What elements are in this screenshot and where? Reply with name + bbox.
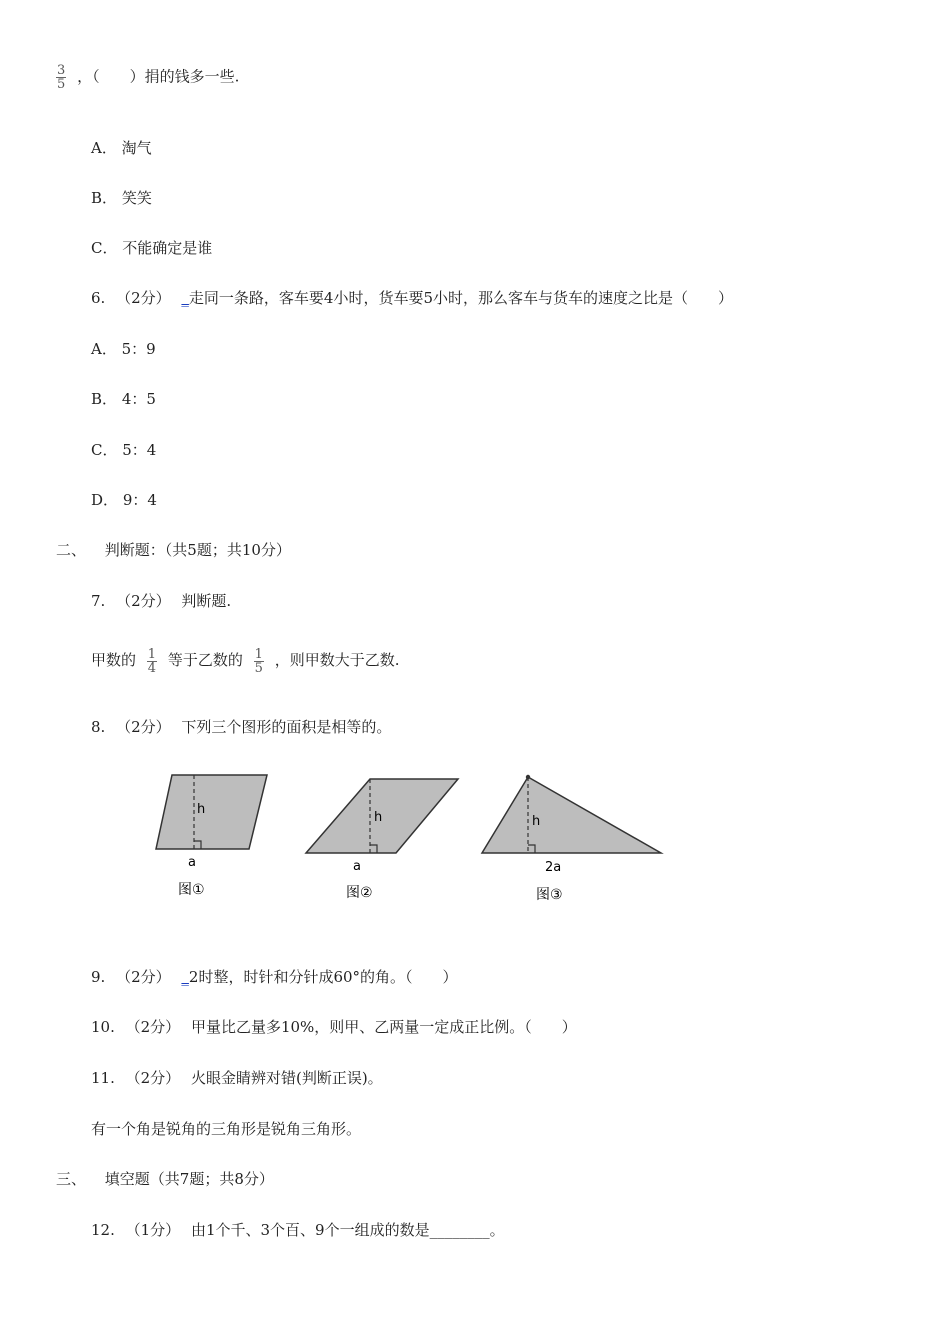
option-text: 9：4 bbox=[122, 491, 157, 509]
question-score: （1分） bbox=[125, 1221, 181, 1239]
option-label: C． bbox=[91, 441, 118, 459]
fraction-numerator: 1 bbox=[254, 646, 263, 662]
q7-body-part1: 甲数的 bbox=[91, 651, 137, 669]
figure-2-height-label: h bbox=[374, 810, 383, 825]
question-number: 12. bbox=[91, 1221, 115, 1239]
figure-1-base-label: a bbox=[188, 855, 196, 870]
option-text: 笑笑 bbox=[121, 189, 152, 207]
q5-text: ，（ ）捐的钱多一些. bbox=[77, 67, 240, 86]
q8-figures bbox=[140, 765, 680, 910]
option-label: B． bbox=[91, 189, 118, 207]
question-number: 8. bbox=[91, 718, 106, 736]
q8-stem bbox=[91, 717, 391, 737]
question-score: （2分） bbox=[116, 718, 171, 736]
section-title: 填空题（共7题；共8分） bbox=[104, 1170, 274, 1188]
option-text: 5：4 bbox=[122, 441, 157, 459]
option-text: 5：9 bbox=[121, 340, 156, 358]
q5-option-c[interactable] bbox=[91, 238, 212, 258]
figure-3-caption: 图③ bbox=[536, 887, 563, 903]
question-text: 甲量比乙量多10%，则甲、乙两量一定成正比例。（ ） bbox=[190, 1018, 577, 1036]
question-score: （2分） bbox=[116, 289, 171, 307]
question-number: 6. bbox=[91, 289, 106, 307]
q7-stem bbox=[91, 591, 231, 611]
q5-option-a[interactable] bbox=[91, 138, 152, 158]
q7-body bbox=[91, 642, 400, 678]
question-text: 火眼金睛辨对错(判断正误)。 bbox=[190, 1069, 383, 1087]
section-title: 判断题：（共5题；共10分） bbox=[104, 541, 291, 559]
section-2-heading bbox=[56, 540, 291, 560]
option-label: B． bbox=[91, 390, 118, 408]
question-score: （2分） bbox=[116, 592, 171, 610]
q7-fraction-2 bbox=[254, 648, 264, 675]
q5-stem bbox=[56, 64, 239, 91]
q6-option-d[interactable] bbox=[91, 490, 157, 510]
q11-stem bbox=[91, 1068, 383, 1088]
question-text: 由1个千、3个百、9个一组成的数是________。 bbox=[190, 1221, 505, 1239]
q7-fraction-1 bbox=[147, 648, 157, 675]
question-text: 下列三个图形的面积是相等的。 bbox=[181, 718, 392, 736]
question-score: （2分） bbox=[125, 1018, 181, 1036]
option-label: A． bbox=[91, 340, 117, 358]
figure-2-base-label: a bbox=[353, 859, 361, 874]
figure-3-height-label: h bbox=[532, 814, 541, 829]
question-text: 走同一条路，客车要4小时，货车要5小时，那么客车与货车的速度之比是（ ） bbox=[188, 289, 734, 307]
figure-1-parallelogram bbox=[156, 775, 267, 849]
q6-option-b[interactable] bbox=[91, 389, 156, 409]
q5-lead-fraction bbox=[56, 64, 66, 91]
q12-stem bbox=[91, 1220, 505, 1240]
q9-blank-link[interactable]: _ bbox=[181, 968, 189, 986]
q6-option-a[interactable] bbox=[91, 339, 156, 359]
question-number: 7. bbox=[91, 592, 106, 610]
q9-stem bbox=[91, 967, 458, 987]
figure-1-caption: 图① bbox=[178, 882, 205, 898]
q7-body-part2: 等于乙数的 bbox=[167, 651, 243, 669]
option-label: A． bbox=[91, 139, 117, 157]
question-text: 2时整，时针和分针成60°的角。（ ） bbox=[188, 968, 458, 986]
question-score: （2分） bbox=[125, 1069, 181, 1087]
q7-body-part3: ，则甲数大于乙数. bbox=[274, 651, 400, 669]
fraction-denominator: 4 bbox=[147, 660, 157, 676]
option-text: 4：5 bbox=[121, 390, 156, 408]
option-text: 不能确定是谁 bbox=[122, 239, 213, 257]
figure-1-height-label: h bbox=[197, 802, 206, 817]
fraction-denominator: 5 bbox=[254, 660, 263, 676]
option-text: 淘气 bbox=[121, 139, 152, 157]
q6-stem bbox=[91, 288, 733, 308]
question-text: 判断题. bbox=[181, 592, 232, 610]
figure-2-caption: 图② bbox=[346, 885, 373, 901]
section-index: 二、 bbox=[56, 541, 87, 559]
option-label: D． bbox=[91, 491, 119, 509]
q10-stem bbox=[91, 1017, 577, 1037]
question-number: 10. bbox=[91, 1018, 115, 1036]
q6-option-c[interactable] bbox=[91, 440, 156, 460]
option-label: C． bbox=[91, 239, 118, 257]
q6-blank-link[interactable]: _ bbox=[181, 289, 189, 307]
section-3-heading bbox=[56, 1169, 274, 1189]
fraction-numerator: 1 bbox=[147, 646, 157, 662]
question-number: 9. bbox=[91, 968, 106, 986]
fraction-denominator: 5 bbox=[57, 77, 66, 92]
question-score: （2分） bbox=[116, 968, 171, 986]
figure-3-triangle bbox=[482, 777, 661, 853]
q11-body: 有一个角是锐角的三角形是锐角三角形。 bbox=[91, 1120, 362, 1138]
figure-3-base-label: 2a bbox=[545, 860, 562, 875]
question-number: 11. bbox=[91, 1069, 115, 1087]
q5-option-b[interactable] bbox=[91, 188, 152, 208]
fraction-numerator: 3 bbox=[57, 63, 66, 78]
section-index: 三、 bbox=[56, 1170, 87, 1188]
